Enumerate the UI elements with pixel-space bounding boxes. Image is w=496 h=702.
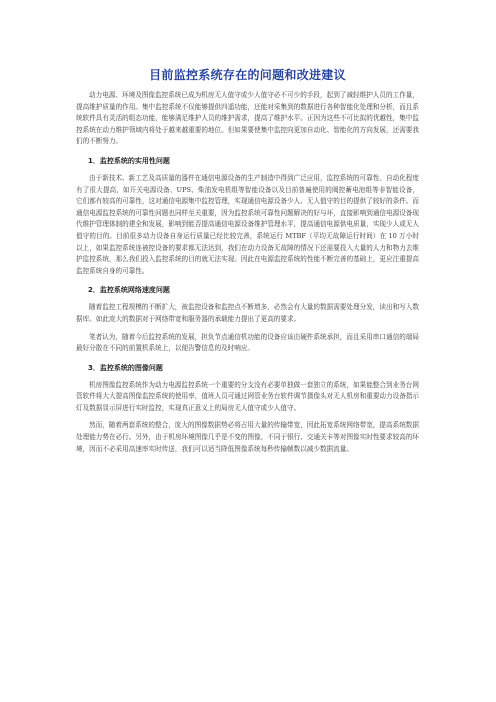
document-title: 目前监控系统存在的问题和改进建议 [149, 68, 346, 82]
section-1-heading: 1．监控系统的实用性问题 [88, 156, 170, 165]
section-3-paragraph-1: 机房图像监控系统作为动力电源监控系统一个重要的分支没有必要单独做一套独立的系统，如果能整合到业务台网管软件将大大提高图像监控系统的使用率，值班人员可通过网管业务台软件调节摄像头对无人机房和重要动力设备指示灯及数据显示屏进行实时监控，实现真正意义上的局房无人值守或少人值守。 [76, 380, 419, 412]
document-page [76, 66, 419, 455]
section-2-paragraph-2: 笔者认为，随着今后监控系统的发展，担负节点通信机功能的设备应该由硬件系统承担，而且采用串口通信的端局最好分散在不同的前置机系统上，以便告警信息的及时响应。 [76, 332, 419, 353]
section-2-heading: 2．监控系统网络速度问题 [88, 286, 170, 295]
section-3-heading: 3．监控系统的图像问题 [88, 363, 163, 372]
section-2-paragraph-1: 随着监控工程规模的不断扩大，被监控设备和监控点不断增多，必然会有大量的数据需要处理分发，读出和写入数据库。如此庞大的数据对于网络带宽和服务器的承载能力提出了更高的要求。 [76, 303, 419, 323]
intro-paragraph: 动力电源、环境及图像监控系统已成为机房无人值守或少人值守必不可少的手段，起到了减轻维护人员的工作量，提高维护质量的作用。集中监控系统不仅能够提供四遥功能，还能对采集到的数据进行各种智能化处理和分析，而且系统软件具有灵活的组态功能，能够满足维护人员的维护需求，提高了维护水平。正因为这些不可比拟的优越性，集中监控系统在动力维护领域内将处于越来越重要的地位。但如果要使集中监控向更加自动化、智能化的方向发展，还需要我们的不断努力。 [76, 91, 419, 146]
section-3-paragraph-2: 然而，随着两套系统的整合，庞大的图像数据势必将占用大量的传输带宽，因此拓宽系统网络带宽，提高系统数据处理能力势在必行。另外，由于机房环境图像几乎是不变的图像，不同于银行、交通关卡等对图像实时性要求较高的环境，因而不必采用高速率实时传送，我们可以适当降低图像系统每秒传输帧数以减少数据流量。 [76, 421, 419, 453]
section-1-paragraph-1: 由于新技术、新工艺及高质量的器件在通信电源设备的生产制造中得到广泛应用，监控系统的可靠性、自动化程度有了很大提高，如开关电源设备、UPS、柴油发电机组等智能设备以及目前普遍使用的阀控蓄电池组等非智能设备，它们都有较高的可靠性，这对通信电源集中监控管理，实现通信电源设备少人、无人值守的目的提供了较好的条件。而通信电源监控系统的可靠性问题也同样至关重要，因为监控系统可靠性问题解决的好与坏，直接影响到通信电源设备现代维护管理体制的建全和发展，影响到能否提高通信电源设备维护管理水平，提高通信电源供电质量，实现少人或无人值守的目的。目前很多动力设备自身运行质量已经比较完善，系统运行 MTBF（平均无故障运行时间）在 10 万小时以上，如果监控系统连被控设备的要求都无法达到，我们在动力设备无故障的情况下还需要投入大量的人力和物力去维护监控系统，那么我们投入监控系统的目的就无法实现。因此在电源监控系统的性能不断完善的基础上，更应注重提高监控系统自身的可靠性。 [76, 173, 419, 275]
